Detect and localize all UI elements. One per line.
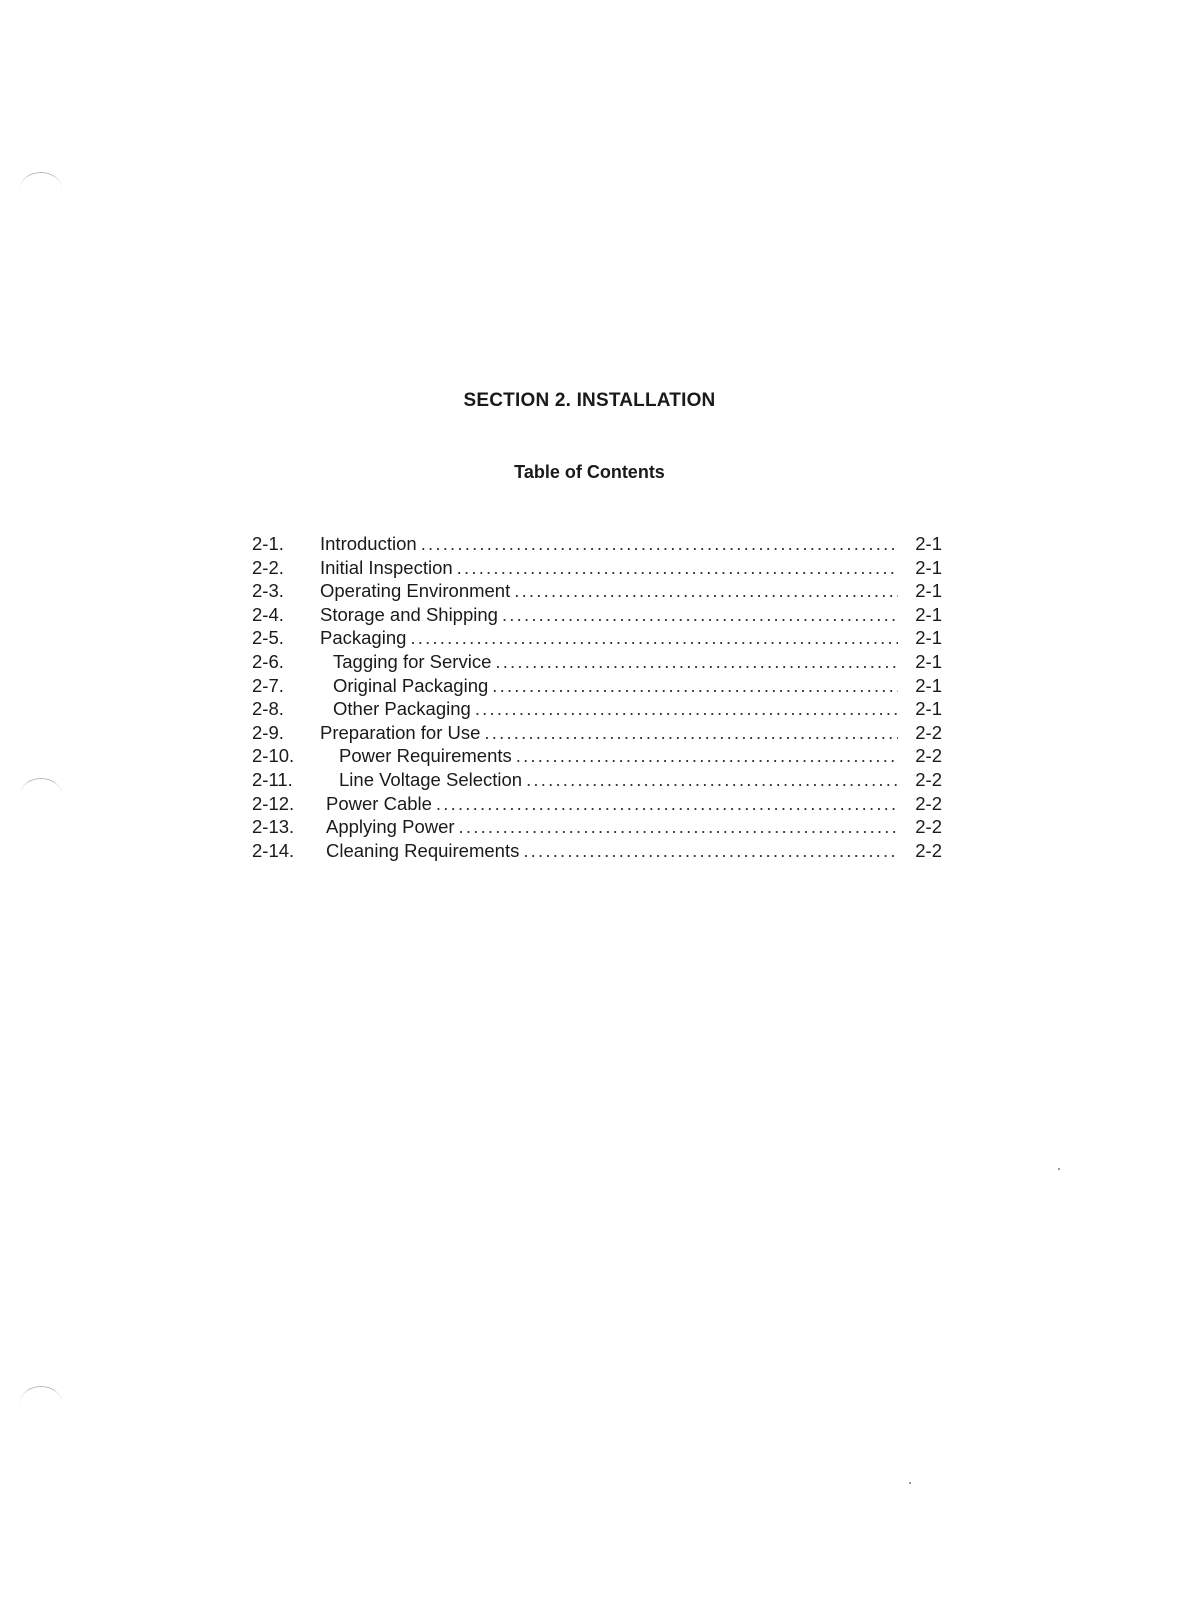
toc-entry-number: 2-2. xyxy=(252,556,284,578)
toc-entry[interactable] xyxy=(252,650,942,674)
toc-entry[interactable] xyxy=(252,579,942,603)
toc-entry-title: Power Requirements xyxy=(339,745,512,767)
toc-entry[interactable] xyxy=(252,603,942,627)
toc-entry-page: 2-1 xyxy=(915,627,942,649)
toc-dot-leader xyxy=(421,532,898,556)
toc-entry-page: 2-2 xyxy=(915,745,942,767)
toc-entry[interactable] xyxy=(252,697,942,721)
toc-dot-leader xyxy=(410,626,898,650)
toc-dot-leader xyxy=(526,768,898,792)
toc-entry[interactable] xyxy=(252,626,942,650)
toc-entry-title: Original Packaging xyxy=(333,674,489,696)
toc-entry[interactable] xyxy=(252,792,942,816)
toc-entry[interactable] xyxy=(252,556,942,580)
toc-entry-page: 2-1 xyxy=(915,650,942,672)
toc-entry-number: 2-5. xyxy=(252,627,284,649)
toc-entry-number: 2-4. xyxy=(252,603,284,625)
toc-entry-number: 2-8. xyxy=(252,698,284,720)
toc-entry-number: 2-1. xyxy=(252,533,284,554)
toc-dot-leader xyxy=(457,556,898,580)
toc-entry[interactable] xyxy=(252,839,942,863)
scan-speck xyxy=(909,1482,911,1484)
toc-entry-number: 2-14. xyxy=(252,839,295,861)
toc-entry[interactable] xyxy=(252,815,942,839)
toc-entry-title: Packaging xyxy=(320,627,407,649)
toc-dot-leader xyxy=(514,579,898,603)
toc-dot-leader xyxy=(436,792,898,816)
toc-dot-leader xyxy=(495,650,898,674)
toc-entry-number: 2-7. xyxy=(252,674,284,696)
toc-dot-leader xyxy=(516,744,898,768)
punch-hole-mark-middle xyxy=(20,778,62,795)
punch-hole-mark-bottom xyxy=(20,1386,62,1403)
toc-entry-title: Cleaning Requirements xyxy=(326,839,520,861)
punch-hole-mark-top xyxy=(20,172,62,189)
toc-entry-page: 2-1 xyxy=(915,533,942,554)
toc-entry-page: 2-2 xyxy=(915,768,942,790)
scan-speck xyxy=(1058,1168,1060,1170)
toc-dot-leader xyxy=(459,815,898,839)
toc-dot-leader xyxy=(502,603,898,627)
toc-entry-page: 2-1 xyxy=(915,674,942,696)
toc-entry-page: 2-1 xyxy=(915,603,942,625)
toc-entry-number: 2-3. xyxy=(252,580,284,602)
toc-entry-title: Other Packaging xyxy=(333,698,471,720)
toc-entry-title: Operating Environment xyxy=(320,580,511,602)
toc-entry-number: 2-9. xyxy=(252,721,284,743)
toc-entry[interactable] xyxy=(252,532,942,556)
toc-entry-page: 2-1 xyxy=(915,698,942,720)
toc-entry[interactable] xyxy=(252,674,942,698)
toc-entry-page: 2-2 xyxy=(915,792,942,814)
toc-entry-page: 2-1 xyxy=(915,556,942,578)
toc-entry-page: 2-1 xyxy=(915,580,942,602)
section-title: SECTION 2. INSTALLATION xyxy=(463,390,716,411)
toc-entry-number: 2-6. xyxy=(252,650,284,672)
toc-dot-leader xyxy=(484,721,898,745)
toc-entry-title: Initial Inspection xyxy=(320,556,453,578)
toc-entry-number: 2-10. xyxy=(252,745,295,767)
toc-entry-title: Preparation for Use xyxy=(320,721,481,743)
toc-entry-number: 2-12. xyxy=(252,792,295,814)
toc-entry-page: 2-2 xyxy=(915,816,942,838)
table-of-contents xyxy=(252,532,942,862)
toc-entry-title: Power Cable xyxy=(326,792,432,814)
toc-dot-leader xyxy=(492,674,898,698)
toc-entry-title: Applying Power xyxy=(326,816,455,838)
toc-entry-page: 2-2 xyxy=(915,721,942,743)
toc-entry-number: 2-13. xyxy=(252,816,295,838)
toc-entry-title: Introduction xyxy=(320,533,417,554)
toc-entry[interactable] xyxy=(252,721,942,745)
toc-dot-leader xyxy=(475,697,898,721)
toc-entry-title: Storage and Shipping xyxy=(320,603,498,625)
toc-entry[interactable] xyxy=(252,768,942,792)
toc-entry-page: 2-2 xyxy=(915,839,942,861)
toc-entry-title: Tagging for Service xyxy=(333,650,492,672)
toc-heading: Table of Contents xyxy=(514,462,665,482)
toc-entry-title: Line Voltage Selection xyxy=(339,768,523,790)
toc-entry[interactable] xyxy=(252,744,942,768)
toc-entry-number: 2-11. xyxy=(252,768,293,790)
toc-dot-leader xyxy=(523,839,898,863)
